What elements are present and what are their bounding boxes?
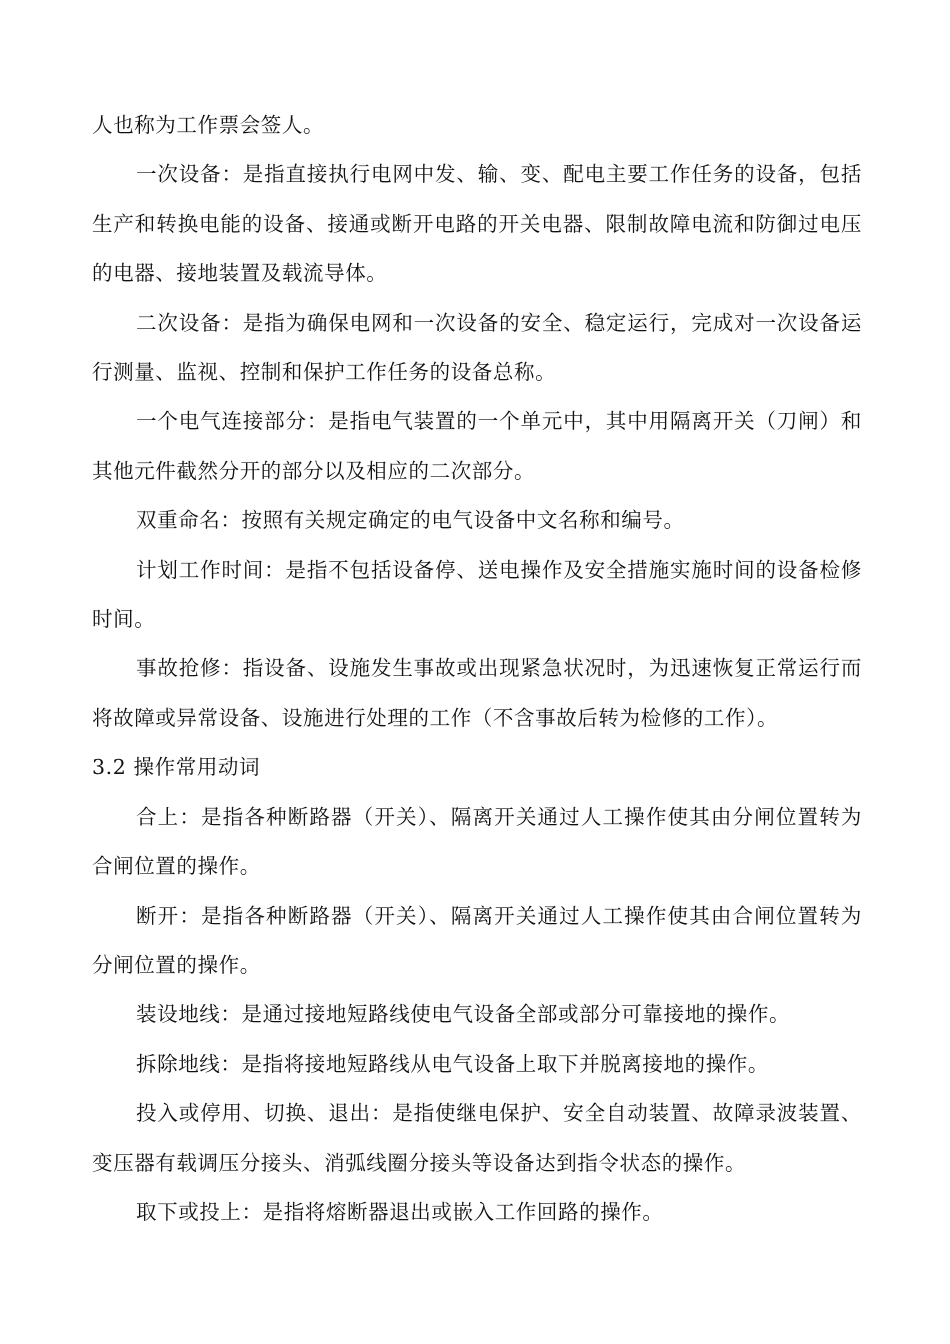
paragraph-primary-equipment: 一次设备：是指直接执行电网中发、输、变、配电主要工作任务的设备，包括生产和转换电能的设备、接通或断开电路的开关电器、限制故障电流和防御过电压的电器、接地装置及载流导体。 xyxy=(92,162,862,286)
paragraph-enable-disable: 投入或停用、切换、退出：是指使继电保护、安全自动装置、故障录波装置、变压器有载调压分接头、消弧线圈分接头等设备达到指令状态的操作。 xyxy=(92,1101,862,1175)
paragraph-continuation: 人也称为工作票会签人。 xyxy=(92,113,325,137)
paragraph-close: 合上：是指各种断路器（开关）、隔离开关通过人工操作使其由分闸位置转为合闸位置的操作。 xyxy=(92,804,862,879)
paragraph-planned-work-time: 计划工作时间：是指不包括设备停、送电操作及安全措施实施时间的设备检修时间。 xyxy=(92,557,862,632)
paragraph-remove-ground: 拆除地线：是指将接地短路线从电气设备上取下并脱离接地的操作。 xyxy=(136,1051,769,1076)
paragraph-electrical-connection: 一个电气连接部分：是指电气装置的一个单元中，其中用隔离开关（刀闸）和其他元件截然分开的部分以及相应的二次部分。 xyxy=(92,409,862,483)
section-heading-3-2: 3.2 操作常用动词 xyxy=(92,755,261,780)
paragraph-dual-naming: 双重命名：按照有关规定确定的电气设备中文名称和编号。 xyxy=(136,508,685,533)
paragraph-open: 断开：是指各种断路器（开关）、隔离开关通过人工操作使其由合闸位置转为分闸位置的操作。 xyxy=(92,903,862,977)
paragraph-emergency-repair: 事故抢修：指设备、设施发生事故或出现紧急状况时，为迅速恢复正常运行而将故障或异常设备、设施进行处理的工作（不含事故后转为检修的工作）。 xyxy=(92,656,862,730)
paragraph-secondary-equipment: 二次设备：是指为确保电网和一次设备的安全、稳定运行，完成对一次设备运行测量、监视、控制和保护工作任务的设备总称。 xyxy=(92,310,862,385)
document-body xyxy=(92,101,862,1237)
paragraph-install-ground: 装设地线：是通过接地短路线使电气设备全部或部分可靠接地的操作。 xyxy=(136,1002,791,1027)
paragraph-fuse: 取下或投上：是指将熔断器退出或嵌入工作回路的操作。 xyxy=(136,1199,664,1224)
